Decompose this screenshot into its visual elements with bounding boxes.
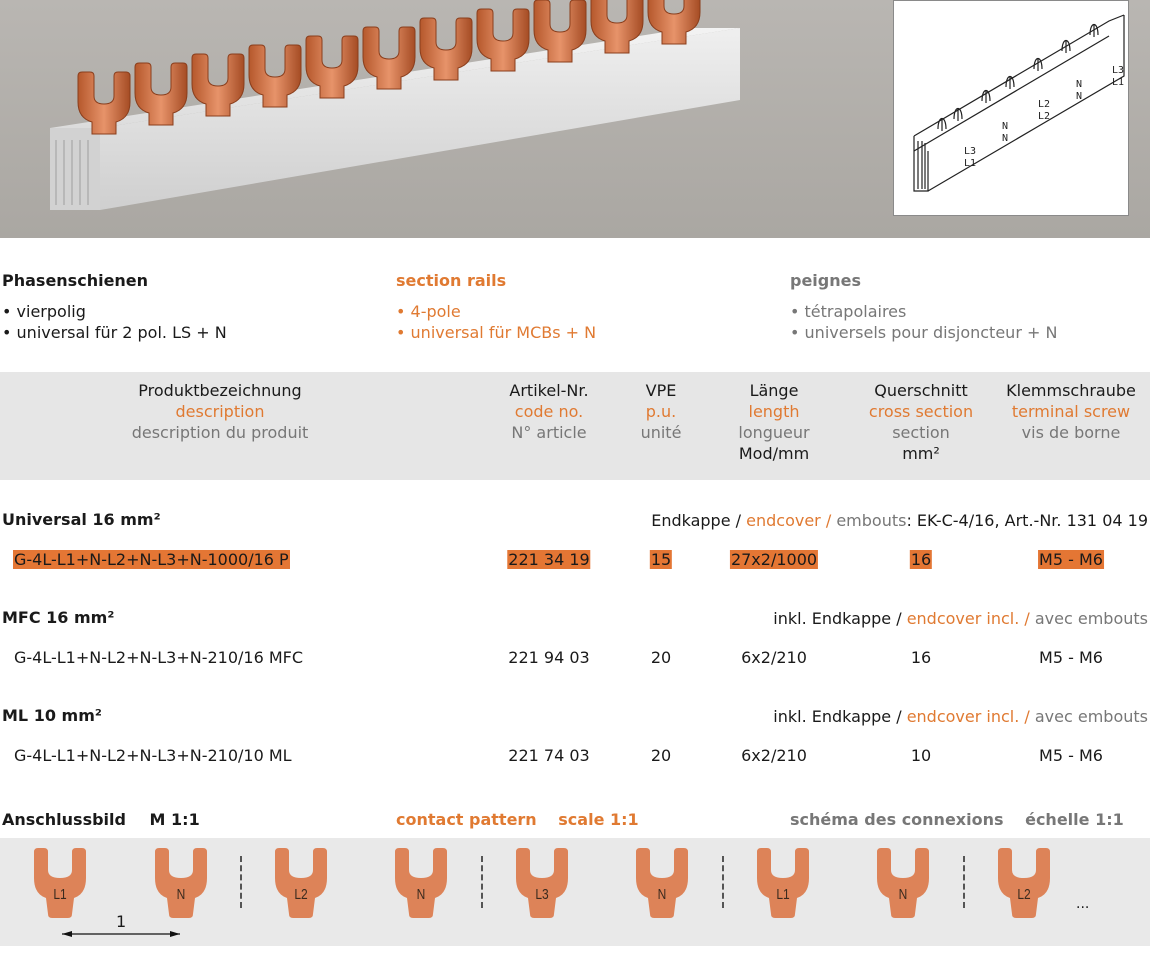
fork-label: N	[657, 886, 667, 903]
fork-terminal	[632, 848, 692, 918]
description-title-fr: peignes	[790, 271, 862, 290]
scale-bar	[60, 912, 182, 946]
contact-pattern-title-fr	[790, 810, 1124, 829]
description-en	[396, 270, 596, 343]
cp-title-de: Anschlussbild	[2, 810, 126, 829]
contact-pattern-title-de	[2, 810, 200, 829]
fork-label: L1	[776, 886, 790, 903]
header-article-en: code no.	[514, 402, 584, 421]
cp-scale-de: M 1:1	[149, 810, 200, 829]
description-item: • 4-pole	[396, 301, 596, 322]
header-vpe	[626, 380, 696, 443]
cell-product: G-4L-L1+N-L2+N-L3+N-210/16 MFC	[14, 648, 304, 667]
group-title: Universal 16 mm²	[2, 510, 161, 529]
fork-label: L3	[535, 886, 549, 903]
cell-length: 6x2/210	[741, 648, 807, 667]
header-article-de: Artikel-Nr.	[509, 381, 589, 400]
drawing-label: L2	[1038, 111, 1051, 122]
header-screw-en: terminal screw	[1011, 402, 1131, 421]
pole-separator	[963, 856, 965, 908]
note-en: endcover /	[746, 511, 832, 530]
fork-terminal	[753, 848, 813, 918]
pole-separator	[722, 856, 724, 908]
header-product	[120, 380, 320, 443]
fork-label: N	[416, 886, 426, 903]
cell-screw: M5 - M6	[1039, 746, 1103, 765]
description-de	[2, 270, 227, 343]
drawing-label: L3	[964, 146, 977, 157]
header-cross-en: cross section	[868, 402, 974, 421]
description-item: • universal für MCBs + N	[396, 322, 596, 343]
description-item: • tétrapolaires	[790, 301, 1057, 322]
header-vpe-en: p.u.	[645, 402, 677, 421]
fork-terminal	[994, 848, 1054, 918]
header-product-fr: description du produit	[131, 423, 309, 442]
drawing-label: L3	[1112, 65, 1125, 76]
pole-separator	[481, 856, 483, 908]
cell-cross: 16	[910, 550, 932, 569]
contact-pattern-title-en	[396, 810, 639, 829]
header-length	[724, 380, 824, 464]
header-cross-unit: mm²	[902, 444, 940, 463]
cell-screw: M5 - M6	[1039, 648, 1103, 667]
cell-vpe: 15	[650, 550, 672, 569]
description-item: • vierpolig	[2, 301, 227, 322]
fork-label: L2	[294, 886, 308, 903]
pole-separator	[240, 856, 242, 908]
note-de: Endkappe /	[651, 511, 742, 530]
fork-terminal	[271, 848, 331, 918]
note-en: endcover incl. /	[906, 707, 1030, 726]
drawing-label: N	[1002, 133, 1009, 144]
header-screw	[1001, 380, 1141, 443]
cell-cross: 16	[910, 648, 932, 667]
note-en: endcover incl. /	[906, 609, 1030, 628]
cell-product: G-4L-L1+N-L2+N-L3+N-210/10 ML	[14, 746, 292, 765]
group-note	[773, 609, 1148, 628]
continuation-ellipsis: ...	[1076, 896, 1090, 912]
table-header	[0, 372, 1150, 480]
contact-pattern	[0, 838, 1150, 946]
note-de: inkl. Endkappe /	[773, 707, 902, 726]
fork-terminal	[391, 848, 451, 918]
drawing-label: L1	[1112, 77, 1125, 88]
description-fr	[790, 270, 1057, 343]
table-row[interactable]	[0, 548, 1150, 572]
description-title-de: Phasenschienen	[2, 271, 149, 290]
cell-product: G-4L-L1+N-L2+N-L3+N-1000/16 P	[14, 550, 289, 569]
header-product-de: Produktbezeichnung	[138, 381, 302, 400]
group-title: ML 10 mm²	[2, 706, 102, 725]
drawing-label: N	[1002, 121, 1009, 132]
fork-terminal	[151, 848, 211, 918]
table-row[interactable]	[0, 744, 1150, 768]
description-item: • universels pour disjoncteur + N	[790, 322, 1057, 343]
header-length-fr: longueur	[738, 423, 810, 442]
header-screw-de: Klemmschraube	[1006, 381, 1136, 400]
table-row[interactable]	[0, 646, 1150, 670]
fork-terminal	[30, 848, 90, 918]
cell-length: 27x2/1000	[730, 550, 818, 569]
cp-scale-fr: échelle 1:1	[1025, 810, 1124, 829]
note-de: inkl. Endkappe /	[773, 609, 902, 628]
header-screw-fr: vis de borne	[1021, 423, 1121, 442]
header-article-fr: N° article	[511, 423, 587, 442]
note-fr: avec embouts	[1034, 707, 1148, 726]
header-vpe-de: VPE	[645, 381, 677, 400]
header-cross	[861, 380, 981, 464]
fork-label: N	[176, 886, 186, 903]
note-fr: embouts	[836, 511, 907, 530]
drawing-label: N	[1076, 91, 1083, 102]
cell-article: 221 34 19	[508, 550, 590, 569]
header-length-en: length	[748, 402, 800, 421]
cell-cross: 10	[910, 746, 932, 765]
cp-title-en: contact pattern	[396, 810, 537, 829]
fork-label: L2	[1017, 886, 1031, 903]
header-cross-de: Querschnitt	[874, 381, 968, 400]
header-vpe-fr: unité	[640, 423, 682, 442]
note-fr: avec embouts	[1034, 609, 1148, 628]
drawing-label: N	[1076, 79, 1083, 90]
cp-scale-en: scale 1:1	[558, 810, 639, 829]
cell-article: 221 94 03	[508, 648, 590, 667]
fork-label: L1	[53, 886, 67, 903]
scale-bar-label: 1	[116, 912, 127, 931]
group-note	[651, 511, 1148, 530]
cell-vpe: 20	[650, 648, 672, 667]
description-title-en: section rails	[396, 271, 507, 290]
cell-article: 221 74 03	[508, 746, 590, 765]
group-title: MFC 16 mm²	[2, 608, 115, 627]
drawing-label: L2	[1038, 99, 1051, 110]
header-article	[499, 380, 599, 443]
header-length-de: Länge	[749, 381, 799, 400]
cell-length: 6x2/210	[741, 746, 807, 765]
note-suffix: : EK-C-4/16, Art.-Nr. 131 04 19	[906, 511, 1148, 530]
description-item: • universal für 2 pol. LS + N	[2, 322, 227, 343]
fork-terminal	[873, 848, 933, 918]
header-length-unit: Mod/mm	[738, 444, 810, 463]
fork-label: N	[898, 886, 908, 903]
header-product-en: description	[175, 402, 265, 421]
cp-title-fr: schéma des connexions	[790, 810, 1004, 829]
drawing-label: L1	[964, 158, 977, 169]
cell-screw: M5 - M6	[1039, 550, 1103, 569]
cell-vpe: 20	[650, 746, 672, 765]
fork-terminal	[512, 848, 572, 918]
rail-line-drawing	[894, 1, 1130, 217]
group-note	[773, 707, 1148, 726]
header-cross-fr: section	[892, 423, 950, 442]
technical-drawing	[893, 0, 1129, 216]
